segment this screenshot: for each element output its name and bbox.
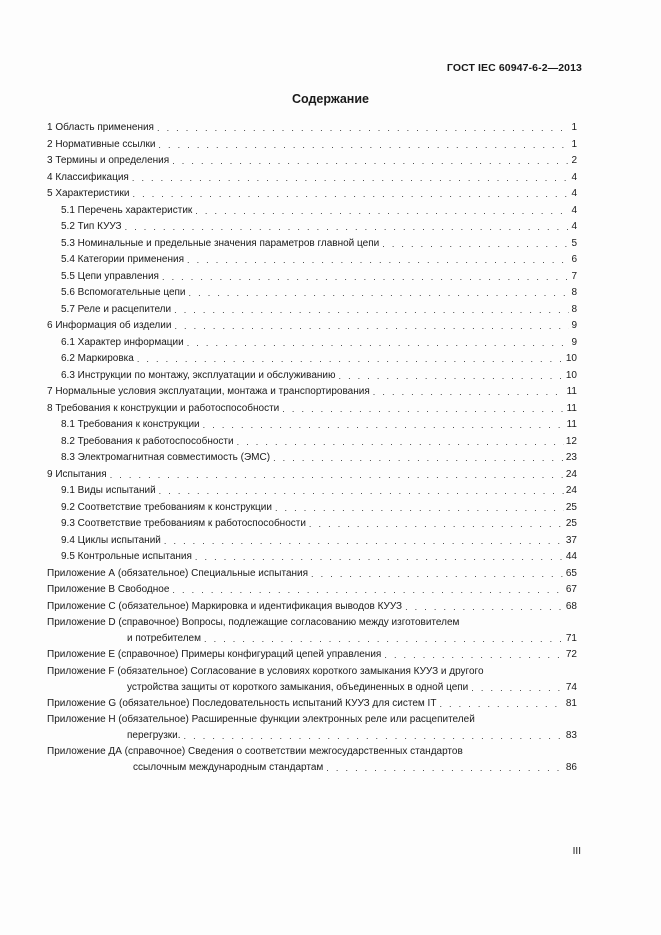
toc-leader-dots xyxy=(174,318,569,335)
toc-entry[interactable] xyxy=(47,153,577,170)
toc-leader-dots xyxy=(187,252,569,269)
toc-entry-page: 4 xyxy=(571,204,577,216)
toc-leader-dots xyxy=(187,335,570,352)
toc-entry-title: 5.7 Реле и расцепители xyxy=(61,303,172,315)
toc-entry-title: 7 Нормальные условия эксплуатации, монтажа и транспортирования xyxy=(47,386,370,397)
toc-entry-page: 8 xyxy=(571,303,577,315)
toc-leader-dots xyxy=(195,549,564,566)
toc-leader-dots xyxy=(125,219,570,236)
toc-entry-page: 10 xyxy=(565,353,577,364)
toc-entry[interactable] xyxy=(47,137,577,154)
toc-entry[interactable] xyxy=(47,417,577,434)
table-of-contents xyxy=(47,120,577,776)
toc-leader-dots xyxy=(237,434,564,451)
toc-entry-title-line: Приложение Н (обязательное) Расширенные функции электронных реле или расцепителей xyxy=(47,714,475,725)
toc-leader-dots xyxy=(275,500,564,517)
toc-entry-title: 6 Информация об изделии xyxy=(47,320,172,331)
toc-entry[interactable] xyxy=(47,533,577,550)
toc-entry-page: 67 xyxy=(565,584,577,595)
page-title: Содержание xyxy=(291,92,369,106)
toc-entry[interactable] xyxy=(47,351,577,368)
toc-entry-page: 71 xyxy=(565,633,577,644)
toc-entry[interactable] xyxy=(47,483,577,500)
toc-entry-title-continuation: перегрузки. xyxy=(127,730,181,741)
toc-entry-page: 23 xyxy=(565,452,577,463)
toc-entry-title: 8 Требования к конструкции и работоспособности xyxy=(47,402,280,414)
toc-leader-dots xyxy=(164,533,564,550)
toc-entry-title: Приложение А (обязательное) Специальные испытания xyxy=(47,567,309,579)
toc-entry-title: 5.4 Категории применения xyxy=(61,254,184,265)
toc-entry-title: 6.1 Характер информации xyxy=(61,336,184,348)
toc-leader-dots xyxy=(189,285,570,302)
toc-leader-dots xyxy=(405,599,564,616)
toc-entry-annex[interactable] xyxy=(47,744,577,776)
toc-entry-page: 72 xyxy=(565,649,577,660)
toc-entry-title-line: Приложение D (справочное) Вопросы, подлежащие согласованию между изготовителем xyxy=(47,617,460,628)
toc-entry[interactable] xyxy=(47,434,577,451)
toc-leader-dots xyxy=(326,760,564,776)
toc-entry-annex[interactable] xyxy=(47,664,577,696)
toc-leader-dots xyxy=(471,680,564,696)
toc-entry-title-line: Приложение F (обязательное) Согласование в условиях короткого замыкания КУУЗ и другого xyxy=(47,665,484,677)
toc-entry-title: 5 Характеристики xyxy=(47,188,130,199)
toc-leader-dots xyxy=(373,384,565,401)
toc-leader-dots xyxy=(384,647,564,664)
toc-entry[interactable] xyxy=(47,120,577,137)
toc-entry-title: 2 Нормативные ссылки xyxy=(47,138,156,150)
toc-entry-title: Приложение С (обязательное) Маркировка и идентификация выводов КУУЗ xyxy=(47,600,403,612)
toc-entry-title: Приложение Е (справочное) Примеры конфигураций цепей управления xyxy=(47,649,382,660)
toc-entry[interactable] xyxy=(47,219,577,236)
toc-entry[interactable] xyxy=(47,335,577,352)
toc-entry-page: 24 xyxy=(565,485,577,496)
toc-entry-page: 37 xyxy=(565,534,577,546)
toc-entry[interactable] xyxy=(47,252,577,269)
toc-entry-page: 7 xyxy=(571,270,577,282)
toc-entry-page: 86 xyxy=(565,762,577,773)
toc-entry-title: 6.2 Маркировка xyxy=(61,353,134,364)
toc-entry-title-continuation: и потребителем xyxy=(127,633,201,644)
toc-entry-page: 10 xyxy=(565,369,577,381)
toc-entry-title: 9.5 Контрольные испытания xyxy=(61,551,192,562)
toc-entry-title-continuation: ссылочным международным стандартам xyxy=(133,762,324,773)
toc-entry-title: 1 Область применения xyxy=(47,122,154,133)
toc-entry-page: 1 xyxy=(571,138,577,150)
toc-entry-page: 4 xyxy=(571,171,577,183)
toc-entry-page: 68 xyxy=(565,600,577,612)
toc-entry-page: 65 xyxy=(565,567,577,579)
toc-entry-annex[interactable] xyxy=(47,582,577,599)
toc-entry[interactable] xyxy=(47,269,577,286)
toc-entry-page: 4 xyxy=(571,221,577,232)
toc-leader-dots xyxy=(174,302,569,319)
toc-leader-dots xyxy=(110,467,564,484)
toc-leader-dots xyxy=(132,170,570,187)
toc-entry-page: 83 xyxy=(565,730,577,741)
toc-entry-page: 11 xyxy=(566,386,577,397)
toc-leader-dots xyxy=(137,351,564,368)
toc-entry-page: 24 xyxy=(565,468,577,480)
toc-entry-title: 5.2 Тип КУУЗ xyxy=(61,221,122,232)
toc-entry[interactable] xyxy=(47,384,577,401)
toc-entry[interactable] xyxy=(47,450,577,467)
toc-entry[interactable] xyxy=(47,285,577,302)
toc-entry-title: 5.1 Перечень характеристик xyxy=(61,204,193,216)
toc-entry-title: 5.6 Вспомогательные цепи xyxy=(61,287,186,298)
toc-entry-annex[interactable] xyxy=(47,696,577,713)
toc-leader-dots xyxy=(311,566,564,583)
toc-entry-page: 25 xyxy=(565,518,577,529)
toc-entry-title: 5.3 Номинальные и предельные значения параметров главной цепи xyxy=(61,237,380,249)
standard-code: ГОСТ IEC 60947-6-2—2013 xyxy=(446,62,582,74)
toc-entry-title: 4 Классификация xyxy=(47,171,129,183)
toc-entry-page: 25 xyxy=(565,501,577,513)
toc-entry-annex[interactable] xyxy=(47,615,577,647)
toc-entry[interactable] xyxy=(47,186,577,203)
toc-entry-title: 6.3 Инструкции по монтажу, эксплуатации и обслуживанию xyxy=(61,369,336,381)
toc-entry-page: 1 xyxy=(571,122,577,133)
toc-entry-title: 5.5 Цепи управления xyxy=(61,270,159,282)
toc-entry[interactable] xyxy=(47,170,577,187)
toc-leader-dots xyxy=(159,483,564,500)
toc-leader-dots xyxy=(203,417,565,434)
toc-entry-title: 9.2 Соответствие требованиям к конструкции xyxy=(61,501,272,513)
toc-entry-title: 3 Термины и определения xyxy=(47,155,170,166)
toc-leader-dots xyxy=(282,401,564,418)
toc-entry-page: 44 xyxy=(565,551,577,562)
toc-entry[interactable] xyxy=(47,500,577,517)
toc-leader-dots xyxy=(309,516,564,533)
toc-entry-page: 6 xyxy=(571,254,577,265)
toc-leader-dots xyxy=(162,269,569,286)
toc-leader-dots xyxy=(184,728,564,744)
toc-entry-page: 8 xyxy=(571,287,577,298)
page-number: III xyxy=(572,846,581,857)
toc-entry[interactable] xyxy=(47,236,577,253)
toc-leader-dots xyxy=(172,582,563,599)
toc-entry-title: 9 Испытания xyxy=(47,468,107,480)
toc-entry-title: 8.2 Требования к работоспособности xyxy=(61,435,234,447)
toc-entry-page: 11 xyxy=(566,402,577,414)
toc-entry-annex[interactable] xyxy=(47,566,577,583)
toc-entry-title: 8.1 Требования к конструкции xyxy=(61,419,200,430)
toc-leader-dots xyxy=(204,631,564,647)
toc-entry-title: 9.3 Соответствие требованиям к работоспособности xyxy=(61,518,306,529)
toc-leader-dots xyxy=(172,153,569,170)
toc-entry[interactable] xyxy=(47,318,577,335)
toc-leader-dots xyxy=(133,186,570,203)
toc-entry-title-line: Приложение ДА (справочное) Сведения о соответствии межгосударственных стандартов xyxy=(47,746,463,757)
toc-entry-title: 8.3 Электромагнитная совместимость (ЭМС) xyxy=(61,452,271,463)
toc-entry-annex[interactable] xyxy=(47,599,577,616)
toc-entry-page: 9 xyxy=(571,320,577,331)
toc-entry-title: Приложение G (обязательное) Последовательность испытаний КУУЗ для систем IT xyxy=(47,697,437,709)
toc-leader-dots xyxy=(382,236,569,253)
toc-entry[interactable] xyxy=(47,368,577,385)
toc-entry-page: 12 xyxy=(565,435,577,447)
toc-leader-dots xyxy=(157,120,569,137)
toc-leader-dots xyxy=(158,137,569,154)
toc-entry-annex[interactable] xyxy=(47,712,577,744)
toc-leader-dots xyxy=(338,368,563,385)
toc-leader-dots xyxy=(273,450,564,467)
toc-entry-title: 9.4 Циклы испытаний xyxy=(61,534,161,546)
toc-entry-page: 74 xyxy=(565,681,577,693)
toc-entry[interactable] xyxy=(47,203,577,220)
toc-entry-title-continuation: устройства защиты от короткого замыкания, объединенных в одной цепи xyxy=(127,681,469,693)
toc-leader-dots xyxy=(195,203,569,220)
toc-entry-page: 11 xyxy=(566,419,577,430)
toc-entry-page: 5 xyxy=(571,237,577,249)
toc-entry[interactable] xyxy=(47,516,577,533)
toc-entry-annex[interactable] xyxy=(47,647,577,664)
toc-entry-page: 9 xyxy=(571,336,577,348)
toc-entry-page: 2 xyxy=(571,155,577,166)
toc-entry[interactable] xyxy=(47,401,577,418)
toc-leader-dots xyxy=(439,696,563,713)
toc-entry-page: 81 xyxy=(565,697,577,709)
toc-entry[interactable] xyxy=(47,467,577,484)
toc-entry-page: 4 xyxy=(571,188,577,199)
toc-entry-title: Приложение В Свободное xyxy=(47,584,170,595)
toc-entry[interactable] xyxy=(47,302,577,319)
toc-entry[interactable] xyxy=(47,549,577,566)
toc-entry-title: 9.1 Виды испытаний xyxy=(61,485,156,496)
